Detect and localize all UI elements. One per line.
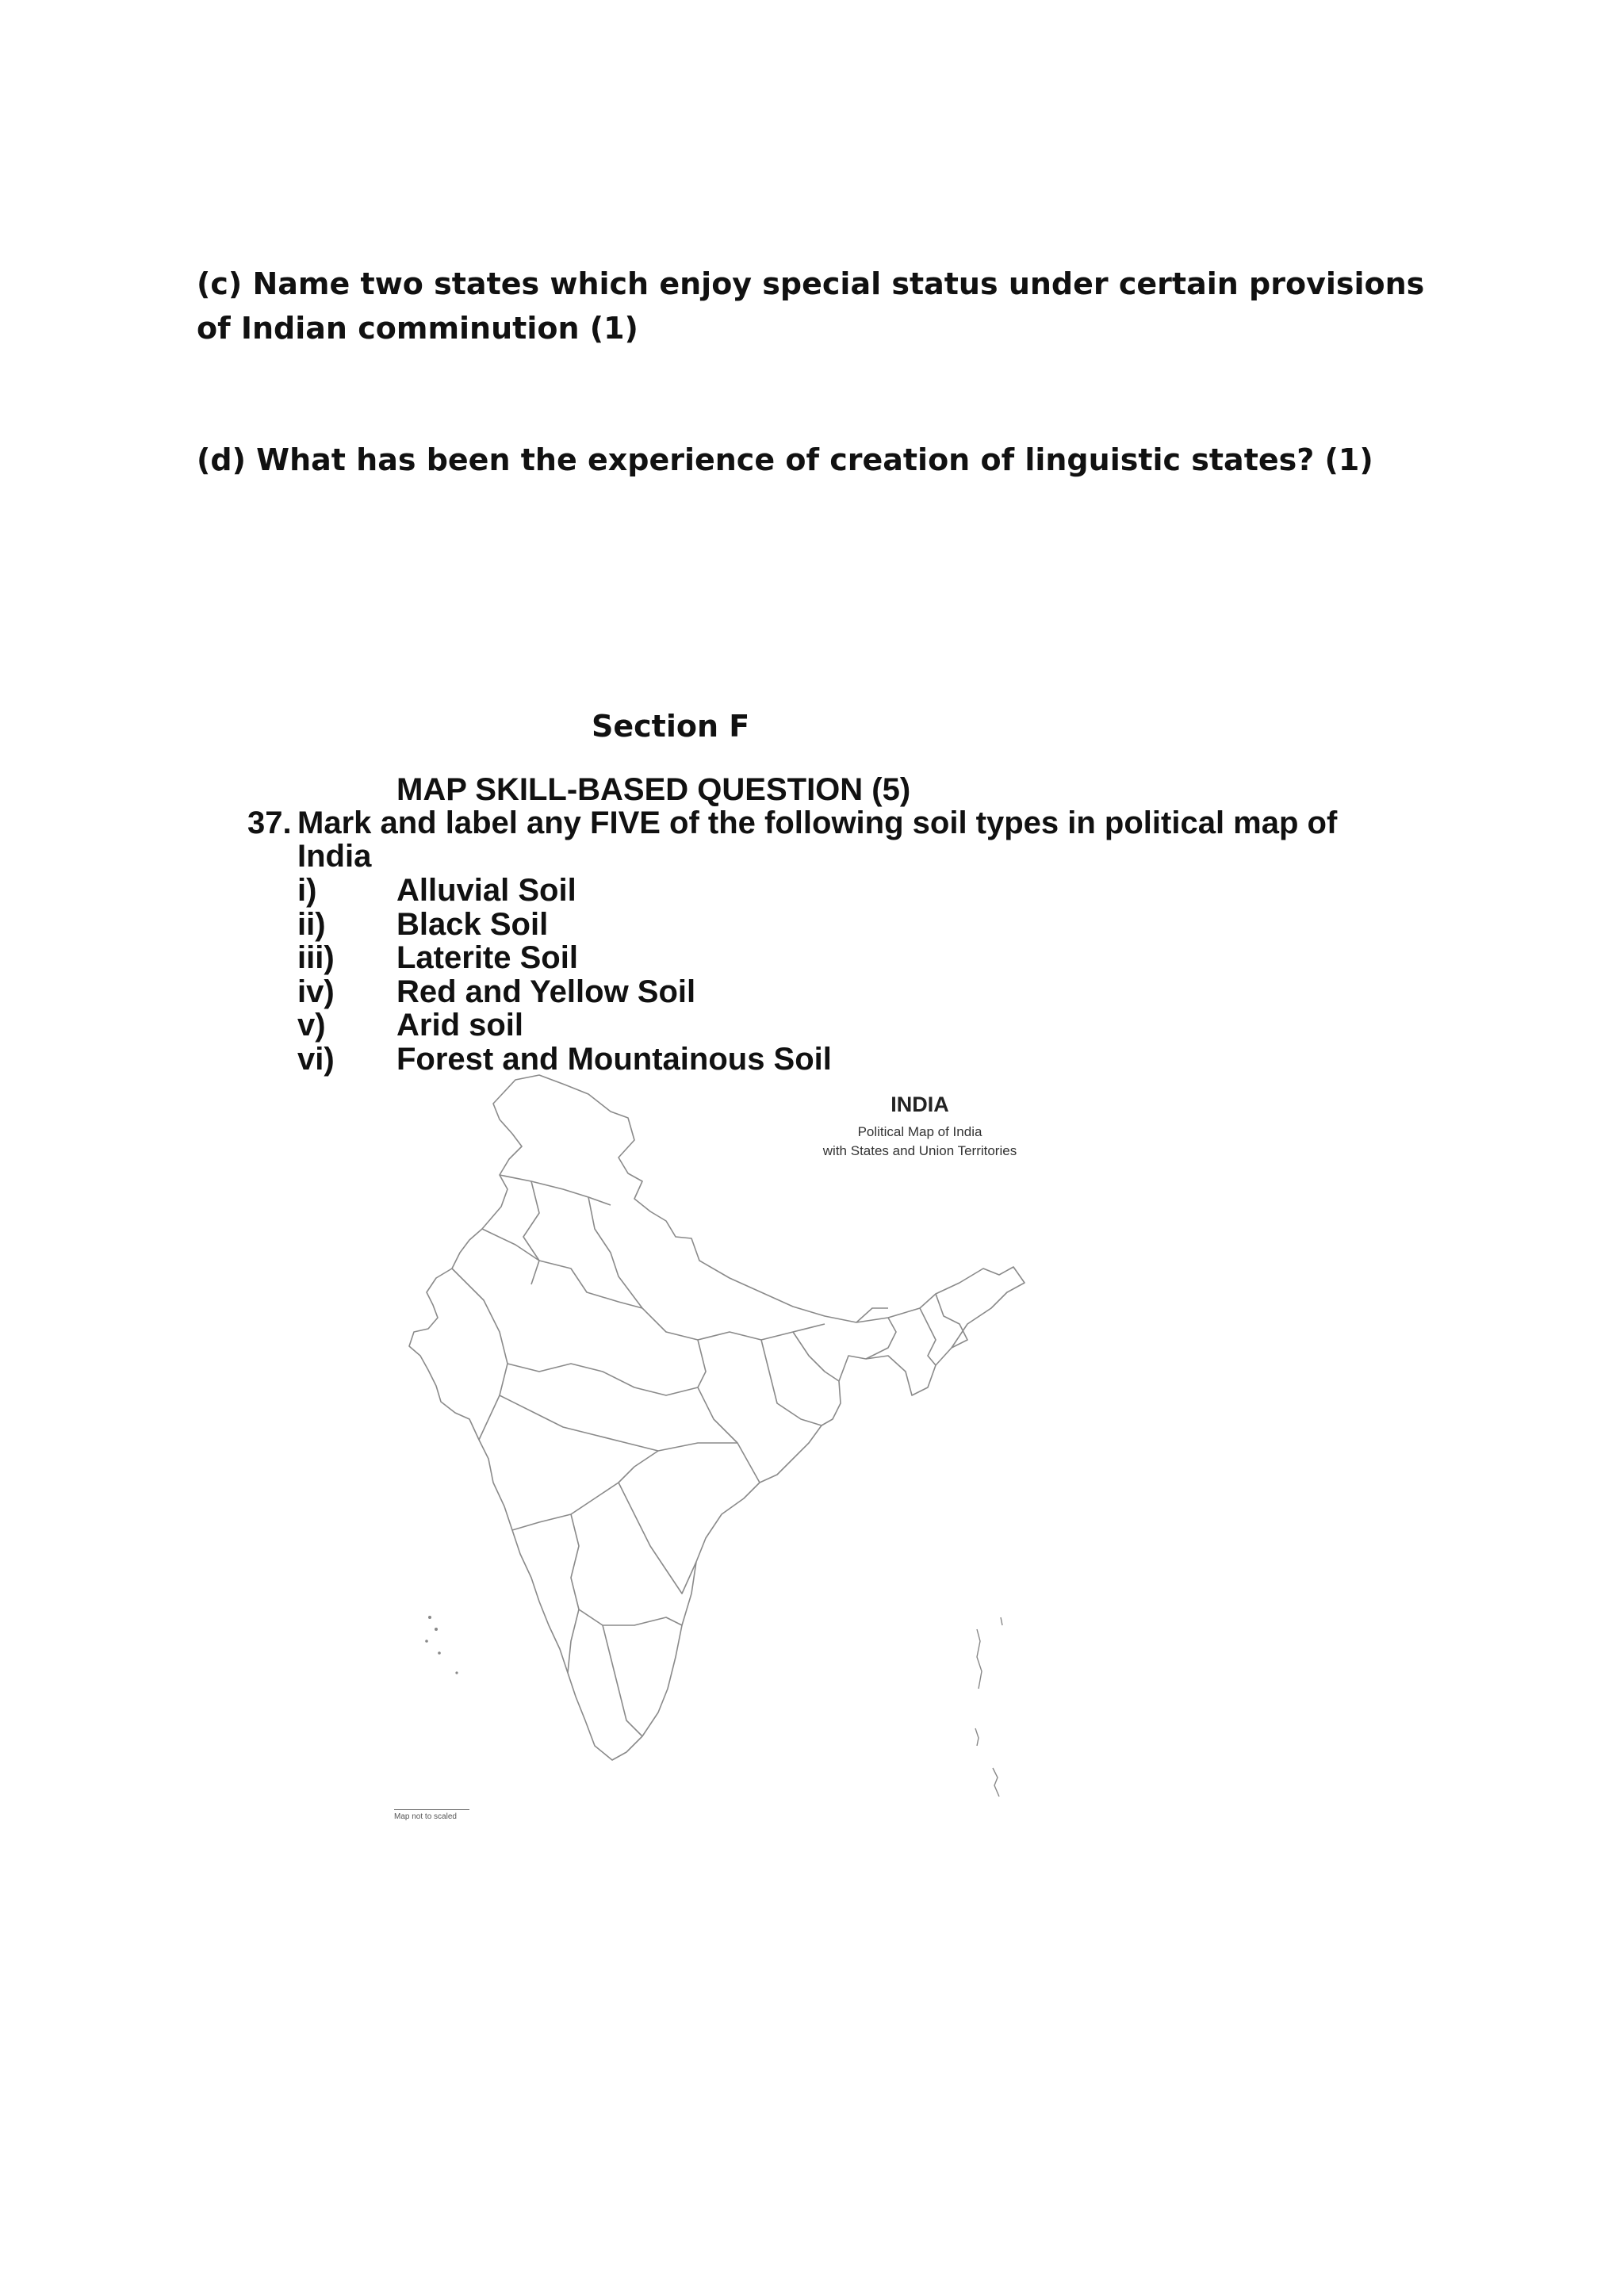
map-subtitle: with States and Union Territories: [822, 1143, 1017, 1158]
map-title: INDIA: [891, 1093, 949, 1116]
state-boundary: [642, 1308, 825, 1340]
state-boundary: [866, 1318, 896, 1359]
island-dot: [455, 1671, 458, 1674]
state-boundary: [793, 1332, 839, 1381]
section-heading: Section F: [592, 709, 750, 744]
state-boundary: [698, 1340, 760, 1483]
state-boundary: [619, 1483, 696, 1594]
state-boundary: [452, 1269, 508, 1440]
lakshadweep-islands: [425, 1616, 458, 1674]
island-chain: [977, 1629, 982, 1689]
list-numeral: iv): [297, 974, 335, 1009]
state-boundary: [588, 1197, 642, 1308]
list-numeral: i): [297, 873, 317, 908]
list-numeral: iii): [297, 940, 335, 975]
state-boundary: [761, 1340, 822, 1425]
list-numeral: vi): [297, 1041, 335, 1077]
question-c: (c) Name two states which enjoy special status under certain provisions of Indian comminution (1): [197, 266, 1425, 346]
island-dot: [435, 1628, 438, 1631]
map-scale-note: Map not to scaled: [394, 1812, 457, 1821]
soil-type-label: Black Soil: [396, 906, 549, 942]
soil-type-label: Red and Yellow Soil: [396, 974, 696, 1009]
state-boundary: [920, 1308, 936, 1365]
list-numeral: ii): [297, 906, 326, 942]
soil-type-label: Forest and Mountainous Soil: [396, 1041, 832, 1077]
question-d: (d) What has been the experience of creation of linguistic states? (1): [197, 442, 1373, 477]
india-outline-map: [381, 1070, 1063, 1831]
scale-divider: [394, 1809, 469, 1810]
state-boundary: [568, 1609, 579, 1673]
state-boundary: [482, 1229, 642, 1308]
india-map-drawing: [381, 1070, 1063, 1831]
india-mainland-outline: [409, 1075, 1025, 1760]
island-dot: [425, 1640, 428, 1643]
state-boundary: [603, 1625, 642, 1736]
map-question-heading: MAP SKILL-BASED QUESTION (5): [396, 772, 911, 807]
andaman-nicobar-islands: [975, 1617, 1002, 1797]
soil-type-label: Laterite Soil: [396, 940, 578, 975]
island-chain: [1001, 1617, 1002, 1625]
island-chain: [993, 1768, 999, 1797]
state-boundary: [571, 1514, 682, 1625]
state-boundary: [936, 1294, 967, 1348]
state-boundary: [500, 1395, 737, 1451]
island-dot: [438, 1651, 441, 1655]
state-boundary: [523, 1181, 539, 1284]
question-number: 37.: [247, 806, 292, 840]
question-37-text: Mark and label any FIVE of the following soil types in political map of India: [297, 806, 1338, 874]
list-numeral: v): [297, 1008, 326, 1043]
soil-type-label: Alluvial Soil: [396, 873, 576, 908]
soil-type-label: Arid soil: [396, 1008, 524, 1043]
island-dot: [428, 1616, 431, 1619]
map-subtitle: Political Map of India: [857, 1124, 982, 1139]
state-boundary: [500, 1175, 611, 1205]
island-chain: [975, 1728, 979, 1746]
state-boundary: [508, 1364, 698, 1395]
